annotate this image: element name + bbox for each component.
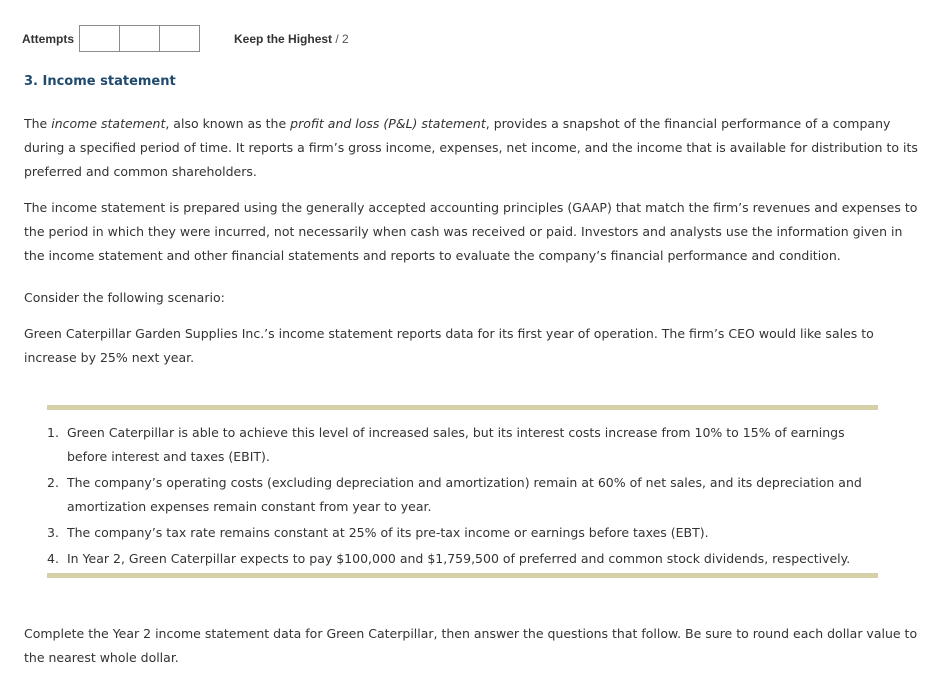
instructions-text: Complete the Year 2 income statement data for Green Caterpillar, then answer the questions that follow. Be sure to round each dollar value to the nearest whole dollar.	[24, 626, 918, 665]
attempt-box-3	[160, 26, 199, 51]
list-item	[47, 547, 872, 571]
intro-text-a: The	[24, 116, 52, 131]
grading-strategy-label: Keep the Highest	[234, 31, 333, 46]
intro-paragraph	[24, 112, 922, 184]
intro-text-b: , also known as the	[165, 116, 291, 131]
scenario-list	[47, 421, 872, 573]
attempt-boxes	[79, 25, 200, 52]
scenario-box	[47, 405, 878, 578]
term-profit-and-loss: profit and loss (P&L) statement	[290, 116, 486, 131]
list-item	[47, 521, 872, 545]
grading-strategy	[234, 32, 349, 46]
scenario-lead-paragraph	[24, 286, 922, 310]
attempt-box-1	[80, 26, 120, 51]
list-item-text: In Year 2, Green Caterpillar expects to pay $100,000 and $1,759,500 of preferred and common stock dividends, respectively.	[67, 551, 851, 566]
list-item	[47, 471, 872, 519]
list-item-text: The company’s operating costs (excluding depreciation and amortization) remain at 60% of net sales, and its depreciation and amortization expenses remain constant from year to year.	[67, 475, 862, 514]
scenario-lead-text: Consider the following scenario:	[24, 290, 225, 305]
attempts-label: Attempts	[22, 31, 75, 46]
list-item	[47, 421, 872, 469]
intro-text-c: , provides a snapshot of the financial performance of a company during a specified period of time. It reports a firm’s gross income, expenses, net income, and the income that is available for distribution to its preferred and common shareholders.	[24, 116, 918, 179]
list-item-number: 3.	[47, 525, 59, 540]
list-item-text: Green Caterpillar is able to achieve this level of increased sales, but its interest costs increase from 10% to 15% of earnings before interest and taxes (EBIT).	[67, 425, 845, 464]
instructions-paragraph	[24, 622, 922, 670]
list-item-number: 2.	[47, 475, 59, 490]
list-item-text: The company’s tax rate remains constant at 25% of its pre-tax income or earnings before taxes (EBT).	[67, 525, 709, 540]
company-text: Green Caterpillar Garden Supplies Inc.’s income statement reports data for its first year of operation. The firm’s CEO would like sales to increase by 25% next year.	[24, 326, 874, 365]
attempts-bar	[22, 25, 349, 52]
attempt-box-2	[120, 26, 160, 51]
points-possible: / 2	[335, 31, 349, 46]
company-paragraph	[24, 322, 922, 370]
gaap-paragraph	[24, 196, 922, 268]
list-item-number: 4.	[47, 551, 59, 566]
list-item-number: 1.	[47, 425, 59, 440]
section-title: 3. Income statement	[24, 74, 176, 89]
term-income-statement: income statement	[51, 116, 166, 131]
gaap-text: The income statement is prepared using the generally accepted accounting principles (GAAP) that match the firm’s revenues and expenses to the period in which they were incurred, not necessarily when cash was received or paid. Investors and analysts use the information given in the income statement and other financial statements and reports to evaluate the company’s financial performance and condition.	[24, 200, 918, 263]
